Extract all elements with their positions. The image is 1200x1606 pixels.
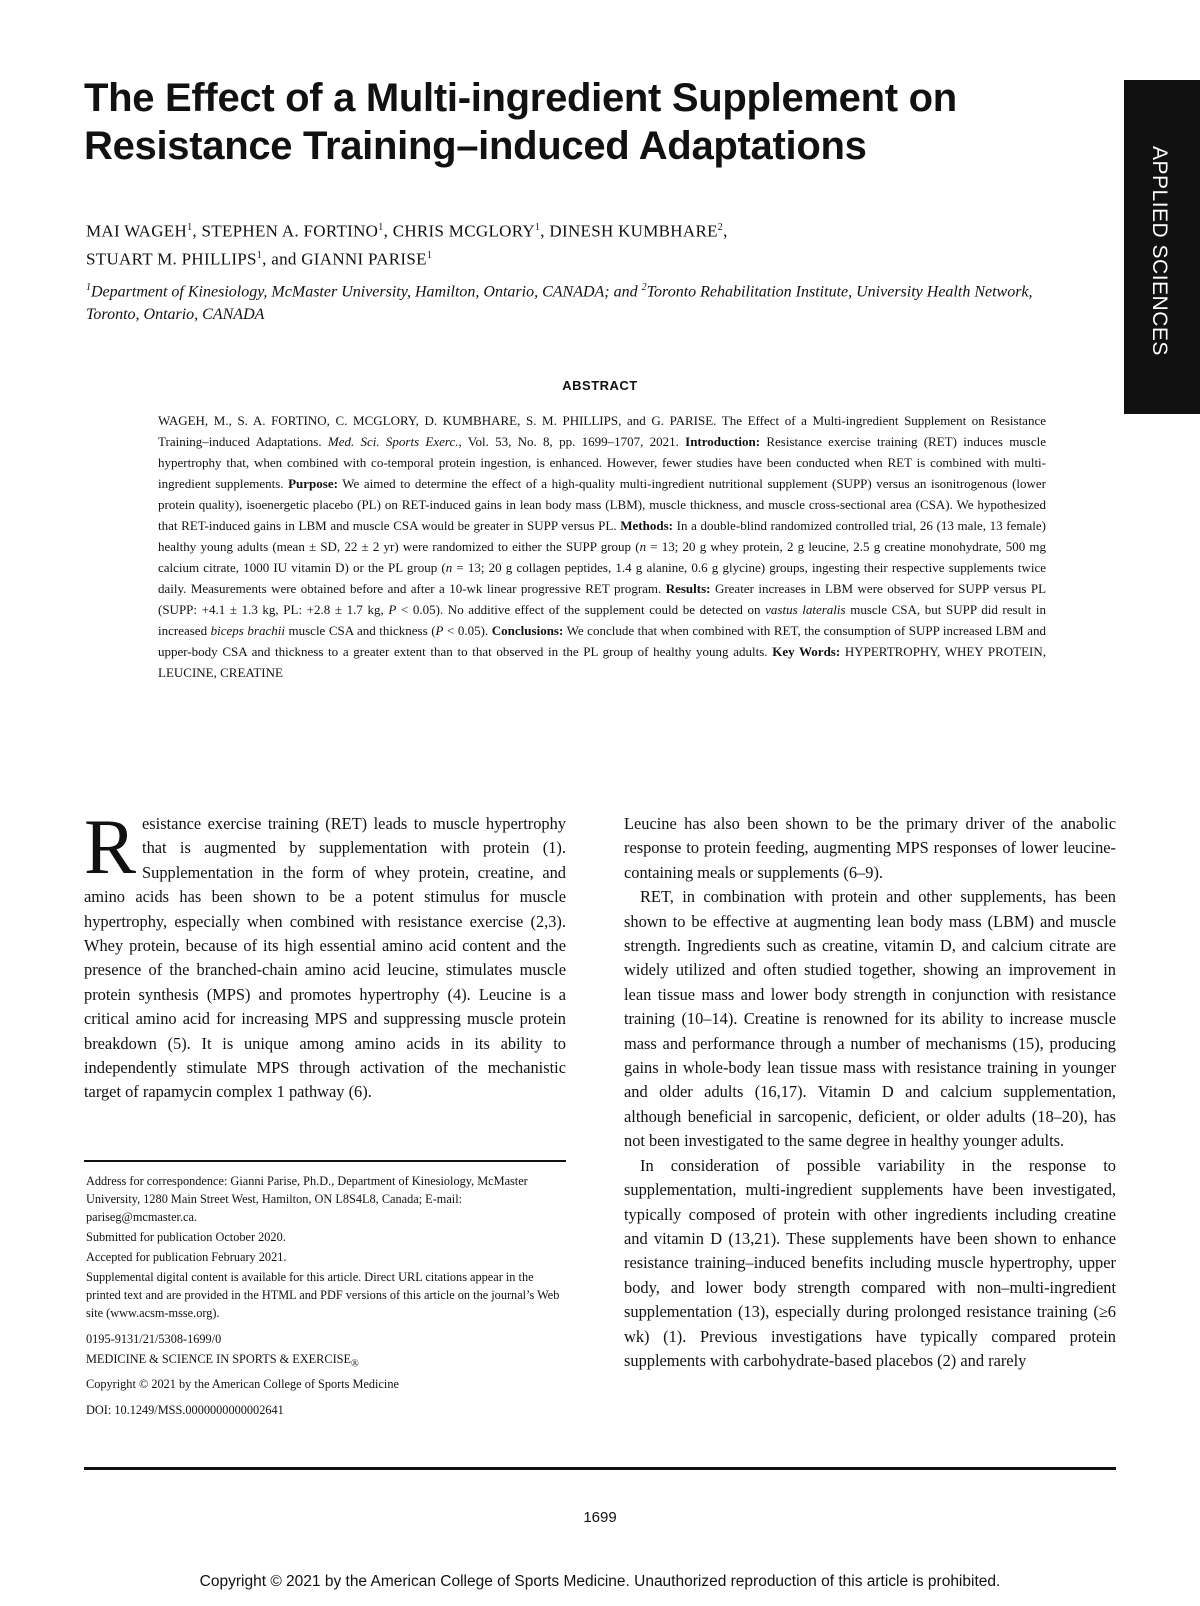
abstract-text: WAGEH, M., S. A. FORTINO, C. MCGLORY, D. KUMBHARE, S. M. PHILLIPS, and G. PARISE. The Effect of a Multi-ingredient Supplement on Resistance Training–induced Adaptations. Med. Sci. Sports Exerc., Vol. 53, No. 8, pp. 1699–1707, 2021. Introduction: Resistance exercise training (RET) induces muscle hypertrophy that, when combined with co-temporal protein ingestion, is enhanced. However, fewer studies have been conducted when RET is combined with multi-ingredient supplements. Purpose: We aimed to determine the effect of a high-quality multi-ingredient nutritional supplement (SUPP) versus an isonitrogenous (lower protein quality), isoenergetic placebo (PL) on RET-induced gains in lean body mass (LBM), muscle thickness, and muscle cross-sectional area (CSA). We hypothesized that RET-induced gains in LBM and muscle CSA would be greater in SUPP versus PL. Methods: In a double-blind randomized controlled trial, 26 (13 male, 13 female) healthy young adults (mean ± SD, 22 ± 2 yr) were randomized to either the SUPP group (n = 13; 20 g whey protein, 2 g leucine, 2.5 g creatine monohydrate, 500 mg calcium citrate, 1000 IU vitamin D) or the PL group (n = 13; 20 g collagen peptides, 1.4 g alanine, 0.6 g glycine) groups, ingesting their respective supplements twice daily. Measurements were obtained before and after a 10-wk linear progressive RET program. Results: Greater increases in LBM were observed for SUPP versus PL (SUPP: +4.1 ± 1.3 kg, PL: +2.8 ± 1.7 kg, P < 0.05). No additive effect of the supplement could be detected on vastus lateralis muscle CSA, but SUPP did result in increased biceps brachii muscle CSA and thickness (P < 0.05). Conclusions: We conclude that when combined with RET, the consumption of SUPP increased LBM and upper-body CSA and thickness to a greater extent than to that observed in the PL group of healthy young adults. Key Words: HYPERTROPHY, WHEY PROTEIN, LEUCINE, CREATINE — [158, 413, 1047, 680]
article-title-line-1: The Effect of a Multi-ingredient Supplement on — [84, 76, 957, 120]
copyright-footer: Copyright © 2021 by the American College of Sports Medicine. Unauthorized reproduction of this article is prohibited. — [199, 1573, 1001, 1590]
issn: 0195-9131/21/5308-1699/0 — [86, 1332, 222, 1346]
footnote-divider — [84, 1160, 566, 1162]
supplemental-note: Supplemental digital content is available for this article. Direct URL citations appear in the printed text and are provided in the HTML and PDF versions of this article on the journal’s Web site (www.acsm-msse.org). — [86, 1270, 560, 1320]
author: CHRIS MCGLORY — [392, 221, 535, 241]
article-title — [84, 74, 1124, 170]
page-bottom-rule — [84, 1467, 1116, 1470]
affiliation-1: Department of Kinesiology, McMaster University, Hamilton, Ontario, CANADA; and — [91, 283, 638, 301]
page-number: 1699 — [583, 1509, 617, 1526]
affiliations: $^1$Department of Kinesiology, McMaster University, Hamilton, Ontario, CANADA; and $^2$Toronto Rehabilitation Institute, University Health Network, Toronto, Ontario, CANADA — [86, 282, 1033, 324]
body-column-left — [84, 803, 566, 1105]
accepted-date: Accepted for publication February 2021. — [86, 1250, 287, 1264]
body-paragraph: Leucine has also been shown to be the primary driver of the anabolic response to protein feeding, augmenting MPS responses of lower leucine-containing meals or supplements (6–9). — [624, 814, 1116, 882]
copyright-note: Copyright © 2021 by the American College of Sports Medicine — [86, 1377, 399, 1392]
drop-cap: R — [84, 803, 137, 890]
section-tab-label: APPLIED SCIENCES — [1148, 146, 1171, 356]
correspondence-address: Address for correspondence: Gianni Parise, Ph.D., Department of Kinesiology, McMaster University, 1280 Main Street West, Hamilton, ON L8S4L8, Canada; E-mail: pariseg@mcmaster.ca. — [86, 1174, 528, 1224]
affiliation-2: Toronto Rehabilitation Institute, University Health Network, Toronto, Ontario, CANADA — [86, 283, 1033, 324]
footnotes — [86, 1172, 568, 1421]
author-list: MAI WAGEH$^1$, STEPHEN A. FORTINO$^1$, CHRIS MCGLORY$^1$, DINESH KUMBHARE$^2$, STUART M. PHILLIPS$^1$, and GIANNI PARISE$^1$ — [86, 221, 728, 269]
body-column-right — [624, 812, 1116, 1373]
author: STUART M. PHILLIPS — [86, 249, 257, 269]
body-paragraph: In consideration of possible variability in the response to supplementation, multi-ingredient supplements have been investigated, typically composed of protein with other ingredients including creatine and vitamin D (13,21). These supplements have been shown to enhance resistance training–induced benefits including muscle hypertrophy, upper body, and lower body strength compared with non–multi-ingredient supplementation (13), especially during prolonged resistance training (≥6 wk) (1). Previous investigations have typically compared protein supplements with carbohydrate-based placebos (2) and rarely — [624, 1155, 1116, 1370]
doi: DOI: 10.1249/MSS.0000000000002641 — [86, 1403, 284, 1418]
body-paragraph: RET, in combination with protein and other supplements, has been shown to be effective at augmenting lean body mass (LBM) and muscle strength. Ingredients such as creatine, vitamin D, and calcium citrate are widely utilized and often studied together, showing an improvement in lean tissue mass and lower body strength in conjunction with resistance training (10–14). Creatine is renowned for its ability to increase muscle mass and performance through a number of mechanisms (15), producing gains in whole-body lean tissue mass with resistance training in younger and older adults (16,17). Vitamin D and calcium supplementation, although beneficial in sarcopenic, deficient, or older adults (18–20), has not been investigated to the same degree in healthy younger adults. — [624, 887, 1116, 1151]
abstract-heading: ABSTRACT — [562, 378, 638, 393]
journal-name: MEDICINE & SCIENCE IN SPORTS & $EXERCISE_®$ — [86, 1352, 359, 1370]
submitted-date: Submitted for publication October 2020. — [86, 1230, 286, 1244]
author: DINESH KUMBHARE — [549, 221, 718, 241]
author: GIANNI PARISE — [301, 249, 427, 269]
body-paragraph: Resistance exercise training (RET) leads to muscle hypertrophy that is augmented by supplementation with protein (1). Supplementation in the form of whey protein, creatine, and amino acids has been shown to be a potent stimulus for muscle hypertrophy, especially when combined with resistance exercise (2,3). Whey protein, because of its high essential amino acid content and the presence of the branched-chain amino acid leucine, stimulates muscle protein synthesis (MPS) and promotes hypertrophy (4). Leucine is a critical amino acid for increasing MPS and suppressing muscle protein breakdown (5). It is unique among amino acids in its ability to independently stimulate MPS through activation of the mechanistic target of rapamycin complex 1 pathway (6). — [84, 803, 566, 1102]
author: STEPHEN A. FORTINO — [201, 221, 379, 241]
author: MAI WAGEH — [86, 221, 188, 241]
article-title-line-2: Resistance Training–induced Adaptations — [84, 124, 867, 168]
